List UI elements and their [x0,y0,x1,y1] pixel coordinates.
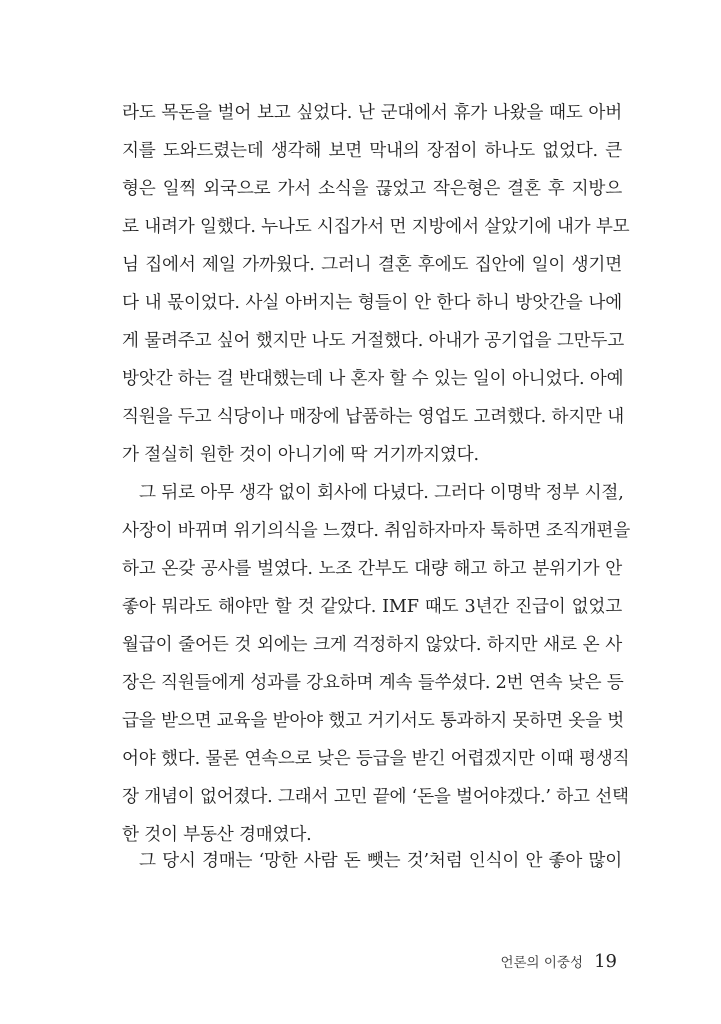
text-line: 게 물려주고 싶어 했지만 나도 거절했다. 아내가 공기업을 그만두고 [122,331,625,351]
text-line: 급을 받으면 교육을 받아야 했고 거기서도 통과하지 못하면 옷을 벗 [122,711,625,731]
text-line: 그 뒤로 아무 생각 없이 회사에 다녔다. 그러다 이명박 정부 시절, [139,483,624,503]
text-line: 지를 도와드렸는데 생각해 보면 막내의 장점이 하나도 없었다. 큰 [122,141,622,161]
page-number: 19 [594,951,617,972]
text-line: 직원을 두고 식당이나 매장에 납품하는 영업도 고려했다. 하지만 내 [122,407,625,427]
text-line: 월급이 줄어든 것 외에는 크게 걱정하지 않았다. 하지만 새로 온 사 [122,635,622,655]
text-line: 님 집에서 제일 가까웠다. 그러니 결혼 후에도 집안에 일이 생기면 [122,255,622,275]
text-line: 장 개념이 없어졌다. 그래서 고민 끝에 ‘돈을 벌어야겠다.’ 하고 선택 [122,787,629,807]
text-line: 어야 했다. 물론 연속으로 낮은 등급을 받긴 어렵겠지만 이때 평생직 [122,749,630,769]
text-line: 로 내려가 일했다. 누나도 시집가서 먼 지방에서 살았기에 내가 부모 [122,217,630,237]
text-line: 하고 온갖 공사를 벌였다. 노조 간부도 대량 해고 하고 분위기가 안 [122,559,622,579]
text-line: 한 것이 부동산 경매였다. [122,825,312,845]
text-line: 방앗간 하는 걸 반대했는데 나 혼자 할 수 있는 일이 아니었다. 아예 [122,369,624,389]
text-line: 라도 목돈을 벌어 보고 싶었다. 난 군대에서 휴가 나왔을 때도 아버 [122,103,622,123]
text-line: 그 당시 경매는 ‘망한 사람 돈 뺏는 것’처럼 인식이 안 좋아 많이 [139,851,622,871]
text-line: 좋아 뭐라도 해야만 할 것 같았다. IMF 때도 3년간 진급이 없었고 [122,597,622,617]
text-line: 가 절실히 원한 것이 아니기에 딱 거기까지였다. [122,445,479,465]
text-line: 다 내 몫이었다. 사실 아버지는 형들이 안 한다 하니 방앗간을 나에 [122,293,622,313]
text-line: 형은 일찍 외국으로 가서 소식을 끊었고 작은형은 결혼 후 지방으 [122,179,622,199]
text-line: 장은 직원들에게 성과를 강요하며 계속 들쑤셨다. 2번 연속 낮은 등 [122,673,624,693]
text-line: 사장이 바뀌며 위기의식을 느꼈다. 취임하자마자 툭하면 조직개편을 [122,521,631,541]
page-footer [500,948,617,976]
running-title: 언론의 이중성 [500,955,583,971]
